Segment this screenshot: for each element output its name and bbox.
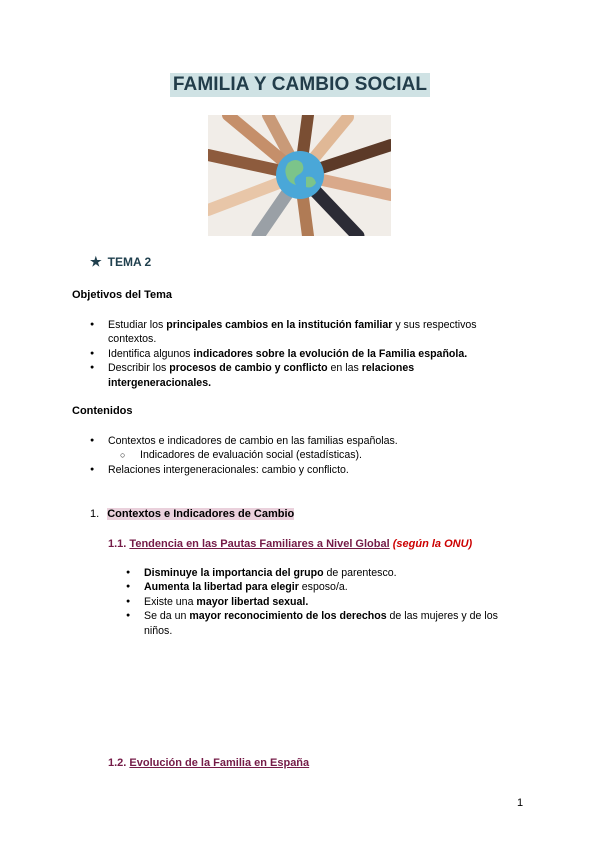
title-wrap [0, 73, 600, 97]
tema-label: TEMA 2 [107, 255, 152, 269]
list-item: ● Describir los procesos de cambio y conflicto en las relaciones intergeneracionales. [90, 361, 510, 390]
section-number: 1. [90, 508, 100, 520]
objetivos-list [90, 318, 510, 390]
subsection-title: Evolución de la Familia en España [129, 757, 310, 769]
subsection-number: 1.1. [108, 538, 127, 550]
star-icon: ★ [90, 254, 102, 269]
list-item: ● Disminuye la importancia del grupo de parentesco. [126, 566, 526, 580]
tendencias-list [126, 566, 526, 638]
document-title: FAMILIA Y CAMBIO SOCIAL [170, 73, 430, 97]
objetivos-heading: Objetivos del Tema [72, 289, 173, 301]
contenidos-list [90, 434, 510, 477]
hands-globe-image [208, 115, 391, 236]
list-item: ● Contextos e indicadores de cambio en las familias españolas. [90, 434, 510, 448]
section-1-heading [90, 508, 294, 520]
subsection-title: Tendencia en las Pautas Familiares a Nivel Global [129, 538, 390, 550]
list-item: ● Existe una mayor libertad sexual. [126, 595, 526, 609]
subsection-1-2-heading [108, 757, 309, 769]
subsection-1-1-heading [108, 538, 472, 550]
tema-heading [90, 254, 151, 270]
list-item: ● Relaciones intergeneracionales: cambio y conflicto. [90, 463, 510, 477]
section-title: Contextos e Indicadores de Cambio [107, 508, 295, 520]
list-item: ● Estudiar los principales cambios en la institución familiar y sus respectivos contextos. [90, 318, 510, 347]
list-item: ● Se da un mayor reconocimiento de los derechos de las mujeres y de los niños. [126, 609, 526, 638]
list-item: ● Identifica algunos indicadores sobre la evolución de la Familia española. [90, 347, 510, 361]
source-note: (según la ONU) [392, 538, 473, 550]
subsection-number: 1.2. [108, 757, 127, 769]
page-number: 1 [517, 797, 524, 809]
contenidos-heading: Contenidos [72, 405, 133, 417]
list-item: ● Aumenta la libertad para elegir esposo/a. [126, 580, 526, 594]
list-item: ○ Indicadores de evaluación social (estadísticas). [90, 448, 510, 462]
